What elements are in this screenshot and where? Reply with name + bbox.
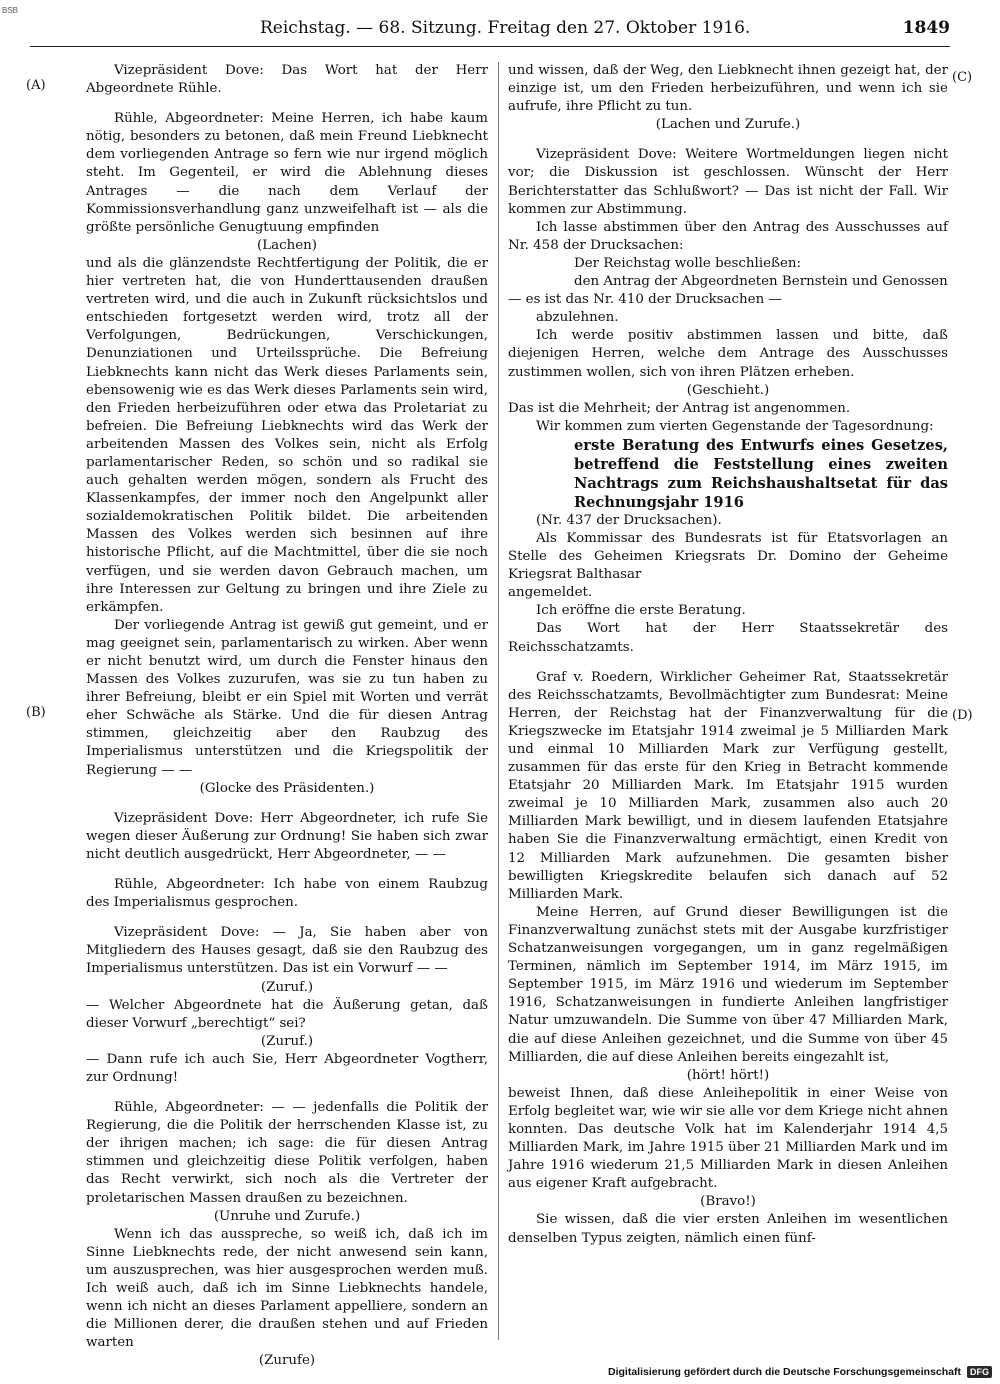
paragraph: Als Kommissar des Bundesrats ist für Etatsvorlagen an Stelle des Geheimen Kriegsrats Dr. Domino der Geheime Kriegsrat Balthasar [508, 530, 948, 583]
paragraph: und als die glänzendste Rechtfertigung der Politik, die er hier vertreten hat, die von Hunderttausenden draußen vertreten wird, und die auch in Zukunft rücksichtslos und entschieden fortgesetzt werden wird, trotz all der Verfolgungen, Bedrückungen, Verschickungen, Denunziationen und Urteilssprüche. Die Befreiung Liebknechts kann nicht das Werk dieses Parlaments sein, ebensowenig wie es das Werk dieses Parlaments sein wird, den Frieden herbeizuführen oder etwa das Proletariat zu befreien. Die Befreiung Liebknechts wird das Werk der arbeitenden Massen des Volkes sein, nicht als Erfolg parlamentarischer Reden, so schön und so radikal sie auch gehalten werden mögen, sondern als Frucht des Klassenkampfes, der immer noch den Angelpunkt aller sozialdemokratischen Politik bildet. Die arbeitenden Massen des Volkes werden sich besinnen auf ihre historische Pflicht, auf die Machtmittel, über die sie noch verfügen, und sie werden davon Gebrauch machen, um ihre Interessen zur Geltung zu bringen und ihre Ziele zu erkämpfen. [86, 255, 488, 615]
paragraph: Vizepräsident Dove: Weitere Wortmeldungen liegen nicht vor; die Diskussion ist geschlossen. Wünscht der Herr Berichterstatter das Schlußwort? — Das ist nicht der Fall. Wir kommen zur Abstimmung. [508, 147, 948, 217]
motion-text: — es ist das Nr. 410 der Drucksachen — [508, 292, 782, 308]
motion-text: den Antrag der Abgeordneten Bernstein und Genossen [574, 274, 948, 290]
paragraph: Ich eröffne die erste Beratung. [536, 603, 746, 619]
paragraph: (Nr. 437 der Drucksachen). [536, 512, 722, 528]
footer-text: Digitalisierung gefördert durch die Deutsche Forschungsgemeinschaft [608, 1366, 961, 1378]
paragraph: — Dann rufe ich auch Sie, Herr Abgeordneter Vogtherr, zur Ordnung! [86, 1051, 488, 1085]
margin-marker-d: (D) [952, 708, 973, 723]
paragraph: Wenn ich das ausspreche, so weiß ich, daß ich im Sinne Liebknechts rede, der nicht anwesend sein kann, um auszusprechen, was hier ausgesprochen werden muß. Ich weiß auch, daß ich im Sinne Liebknechts handele, wenn ich nicht an dieses Parlament appelliere, sondern an die Millionen derer, die draußen stehen und auf Frieden warten [86, 1226, 488, 1351]
dfg-logo: DFG [967, 1366, 992, 1378]
paragraph: Ich lasse abstimmen über den Antrag des Ausschusses auf Nr. 458 der Drucksachen: [508, 219, 948, 253]
motion-text: Der Reichstag wolle beschließen: [574, 255, 802, 271]
interjection: (Lachen und Zurufe.) [655, 117, 801, 133]
page-number: 1849 [902, 18, 950, 38]
paragraph: Wir kommen zum vierten Gegenstande der Tagesordnung: [536, 418, 934, 434]
paragraph: Vizepräsident Dove: Das Wort hat der Herr Abgeordnete Rühle. [86, 63, 488, 97]
interjection: (Zuruf.) [260, 979, 314, 995]
interjection: (Zurufe) [258, 1353, 316, 1369]
motion-text: abzulehnen. [536, 310, 619, 326]
interjection: (Zuruf.) [260, 1033, 314, 1049]
paragraph: Graf v. Roedern, Wirklicher Geheimer Rat, Staatssekretär des Reichsschatzamts, Bevollmächtigter zum Bundesrat: Meine Herren, der Reichstag hat der Finanzverwaltung für die Kriegszwecke im Etatsjahr 1914 zweimal je 5 Milliarden Mark und einmal 10 Milliarden Mark zur Verfügung gestellt, zusammen für das erste für den Krieg in Betracht kommende Etatsjahr 20 Milliarden Mark. Im Etatsjahr 1915 wurden zweimal je 10 Milliarden Mark, zusammen also auch 20 Milliarden Mark bewilligt, und in diesem laufenden Etatsjahre haben Sie die Finanzverwaltung ermächtigt, einen Kredit von 12 Milliarden Mark aufzunehmen. Die gesamten bisher bewilligten Kriegskredite belaufen sich danach auf 52 Milliarden Mark. [508, 669, 948, 902]
margin-marker-c: (C) [952, 70, 973, 85]
paragraph: Vizepräsident Dove: Herr Abgeordneter, ich rufe Sie wegen dieser Äußerung zur Ordnung! Sie haben sich zwar nicht deutlich ausgedrückt, Herr Abgeordneter, — — [86, 810, 488, 862]
paragraph: Das Wort hat der Herr Staatssekretär des Reichsschatzamts. [508, 621, 948, 655]
interjection: (Glocke des Präsidenten.) [199, 780, 375, 796]
paragraph: Ich werde positiv abstimmen lassen und bitte, daß diejenigen Herren, welche dem Antrage des Ausschusses zustimmen wollen, sich von ihren Plätzen erheben. [508, 328, 948, 380]
interjection: (hört! hört!) [686, 1067, 770, 1083]
library-mark: BSB [2, 6, 19, 15]
right-column [508, 62, 948, 1248]
paragraph: und wissen, daß der Weg, den Liebknecht ihnen gezeigt hat, der einzige ist, um den Frieden herbeizuführen, und wenn ich sie aufrufe, ihre Pflicht zu tun. [508, 63, 948, 115]
paragraph: beweist Ihnen, daß diese Anleihepolitik in einer Weise von Erfolg begleitet war, wie wir sie alle vor dem Kriege nicht ahnen konnten. Das deutsche Volk hat im Kalenderjahr 1914 4,5 Milliarden Mark, im Jahre 1915 über 21 Milliarden Mark und im Jahre 1916 wiederum 21,5 Milliarden Mark in diesen Anleihen aus eigener Kraft aufgebracht. [508, 1085, 948, 1192]
paragraph: Meine Herren, auf Grund dieser Bewilligungen ist die Finanzverwaltung zunächst stets mit der Ausgabe kurzfristiger Schatzanweisungen vorgegangen, um in ganz regelmäßigen Terminen, nämlich im September 1914, im März 1915, im September 1915, im März 1916 und wiederum im September 1916, Schatzanweisungen in fundierte Anleihen langfristiger Natur umzuwandeln. Die Summe von über 47 Milliarden Mark, die auf diese Anleihen gezeichnet, und die Summe von über 45 Milliarden, die auf diese Anleihen bereits eingezahlt ist, [508, 904, 948, 1065]
interjection: (Lachen) [257, 237, 317, 253]
interjection: (Unruhe und Zurufe.) [213, 1208, 361, 1224]
paragraph: angemeldet. [508, 585, 593, 601]
paragraph: — Welcher Abgeordnete hat die Äußerung getan, daß dieser Vorwurf „berechtigt“ sei? [86, 997, 488, 1031]
agenda-heading: erste Beratung des Entwurfs eines Gesetzes, betreffend die Feststellung eines zweiten Nachtrags zum Reichshaushaltsetat für das Rechnungsjahr 1916 [574, 436, 948, 511]
paragraph: Rühle, Abgeordneter: — — jedenfalls die Politik der Regierung, die die Politik der herrschenden Klasse ist, zu der ihrigen machen; ich sage: die für diesen Antrag stimmen und gleichzeitig diese Politik verfolgen, haben das Recht verwirkt, sich noch als die Vertreter der proletarischen Massen draußen zu bezeichnen. [86, 1100, 488, 1206]
interjection: (Bravo!) [700, 1194, 756, 1210]
paragraph: Sie wissen, daß die vier ersten Anleihen im wesentlichen denselben Typus zeigten, nämlich einen fünf- [508, 1212, 948, 1246]
column-divider [498, 62, 499, 1340]
header-text: Reichstag. — 68. Sitzung. Freitag den 27. Oktober 1916. [260, 18, 751, 38]
page-header [260, 18, 950, 42]
paragraph: Rühle, Abgeordneter: Meine Herren, ich habe kaum nötig, besonders zu betonen, daß mein Freund Liebknecht dem vorliegenden Antrage so fern wie nur irgend möglich steht. Im Gegenteil, er wird die Ablehnung dieses Antrages — die nach dem Verlauf der Kommissionsverhandlung ganz unzweifelhaft ist — als die größte persönliche Genugtuung empfinden [86, 111, 488, 235]
paragraph: Vizepräsident Dove: — Ja, Sie haben aber von Mitgliedern des Hauses gesagt, daß sie den Raubzug des Imperialismus unterstützen. Das ist ein Vorwurf — — [86, 925, 488, 977]
paragraph: Das ist die Mehrheit; der Antrag ist angenommen. [508, 400, 851, 416]
left-column [86, 62, 488, 1370]
paragraph: Der vorliegende Antrag ist gewiß gut gemeint, und er mag geeignet sein, parlamentarisch zu wirken. Aber wenn er nicht benutzt wird, um durch die Fenster hinaus den Massen des Volkes zuzurufen, was sie zu tun haben zu ihrer Befreiung, bleibt er ein Spiel mit Worten und verrät eher Schwäche als Stärke. Und die für diesen Antrag stimmen, gleichzeitig aber den Raubzug des Imperialismus unterstützen und die Kriegspolitik der Regierung — — [86, 617, 488, 778]
paragraph: Rühle, Abgeordneter: Ich habe von einem Raubzug des Imperialismus gesprochen. [86, 877, 488, 911]
margin-marker-b: (B) [26, 705, 46, 720]
margin-marker-a: (A) [26, 78, 46, 93]
footer [608, 1366, 992, 1378]
header-rule [30, 46, 950, 47]
interjection: (Geschieht.) [686, 382, 770, 398]
